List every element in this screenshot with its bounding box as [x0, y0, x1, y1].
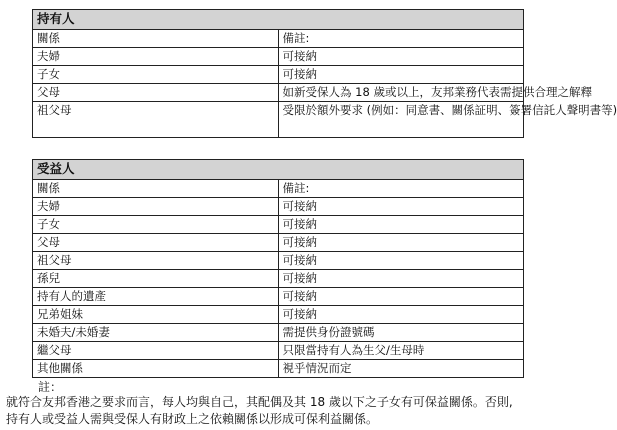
table-row — [33, 234, 524, 252]
table-row — [33, 288, 524, 306]
column-header: 備註: — [278, 180, 524, 198]
relation-cell: 繼父母 — [33, 342, 279, 360]
table-row — [33, 360, 524, 378]
note-line-1: 就符合友邦香港之要求而言，每人均與自己，其配偶及其 18 歲以下之子女有可保益關係。否則, — [6, 395, 513, 409]
column-header: 備註: — [278, 30, 524, 48]
beneficiary-header-row — [33, 160, 524, 180]
relation-cell: 兄弟姐妹 — [33, 306, 279, 324]
relation-cell: 子女 — [33, 216, 279, 234]
table-row — [33, 216, 524, 234]
table-row — [33, 342, 524, 360]
remark-cell: 可接納 — [278, 198, 524, 216]
remark-cell: 可接納 — [278, 234, 524, 252]
remark-cell: 需提供身份證號碼 — [278, 324, 524, 342]
remark-cell: 如新受保人為 18 歲或以上，友邦業務代表需提供合理之解釋 — [278, 84, 524, 102]
table-row — [33, 198, 524, 216]
table-row — [33, 48, 524, 66]
table-row — [33, 252, 524, 270]
remark-cell: 可接納 — [278, 252, 524, 270]
note-label: 註： — [38, 380, 63, 394]
note-line-2: 持有人或受益人需與受保人有財政上之依賴關係以形成可保利益關係。 — [6, 412, 379, 426]
remark-cell: 可接納 — [278, 216, 524, 234]
relation-cell: 祖父母 — [33, 252, 279, 270]
table-row — [33, 306, 524, 324]
relation-cell: 孫兒 — [33, 270, 279, 288]
table-row — [33, 102, 524, 138]
remark-cell: 可接納 — [278, 48, 524, 66]
relation-cell: 子女 — [33, 66, 279, 84]
holder-table — [32, 9, 617, 138]
table-row — [33, 324, 524, 342]
column-header: 關係 — [33, 180, 279, 198]
beneficiary-table — [32, 159, 524, 378]
relation-cell: 父母 — [33, 234, 279, 252]
remark-cell: 可接納 — [278, 306, 524, 324]
column-header: 關係 — [33, 30, 279, 48]
beneficiary-header: 受益人 — [33, 160, 524, 180]
relation-cell: 夫婦 — [33, 48, 279, 66]
table-row — [33, 84, 524, 102]
relation-cell: 祖父母 — [33, 102, 279, 138]
remark-cell: 只限當持有人為生父/生母時 — [278, 342, 524, 360]
holder-header-row — [33, 10, 524, 30]
relation-cell: 父母 — [33, 84, 279, 102]
holder-column-row — [33, 30, 524, 48]
relation-cell: 夫婦 — [33, 198, 279, 216]
table-row — [33, 270, 524, 288]
holder-header: 持有人 — [33, 10, 524, 30]
remark-cell: 可接納 — [278, 270, 524, 288]
remark-cell: 可接納 — [278, 288, 524, 306]
remark-cell: 視乎情況而定 — [278, 360, 524, 378]
beneficiary-column-row — [33, 180, 524, 198]
remark-cell: 受限於額外要求 (例如：同意書、關係証明、簽署信託人聲明書等) — [278, 102, 524, 138]
remark-cell: 可接納 — [278, 66, 524, 84]
relation-cell: 未婚夫/未婚妻 — [33, 324, 279, 342]
relation-cell: 持有人的遺產 — [33, 288, 279, 306]
table-row — [33, 66, 524, 84]
relation-cell: 其他關係 — [33, 360, 279, 378]
